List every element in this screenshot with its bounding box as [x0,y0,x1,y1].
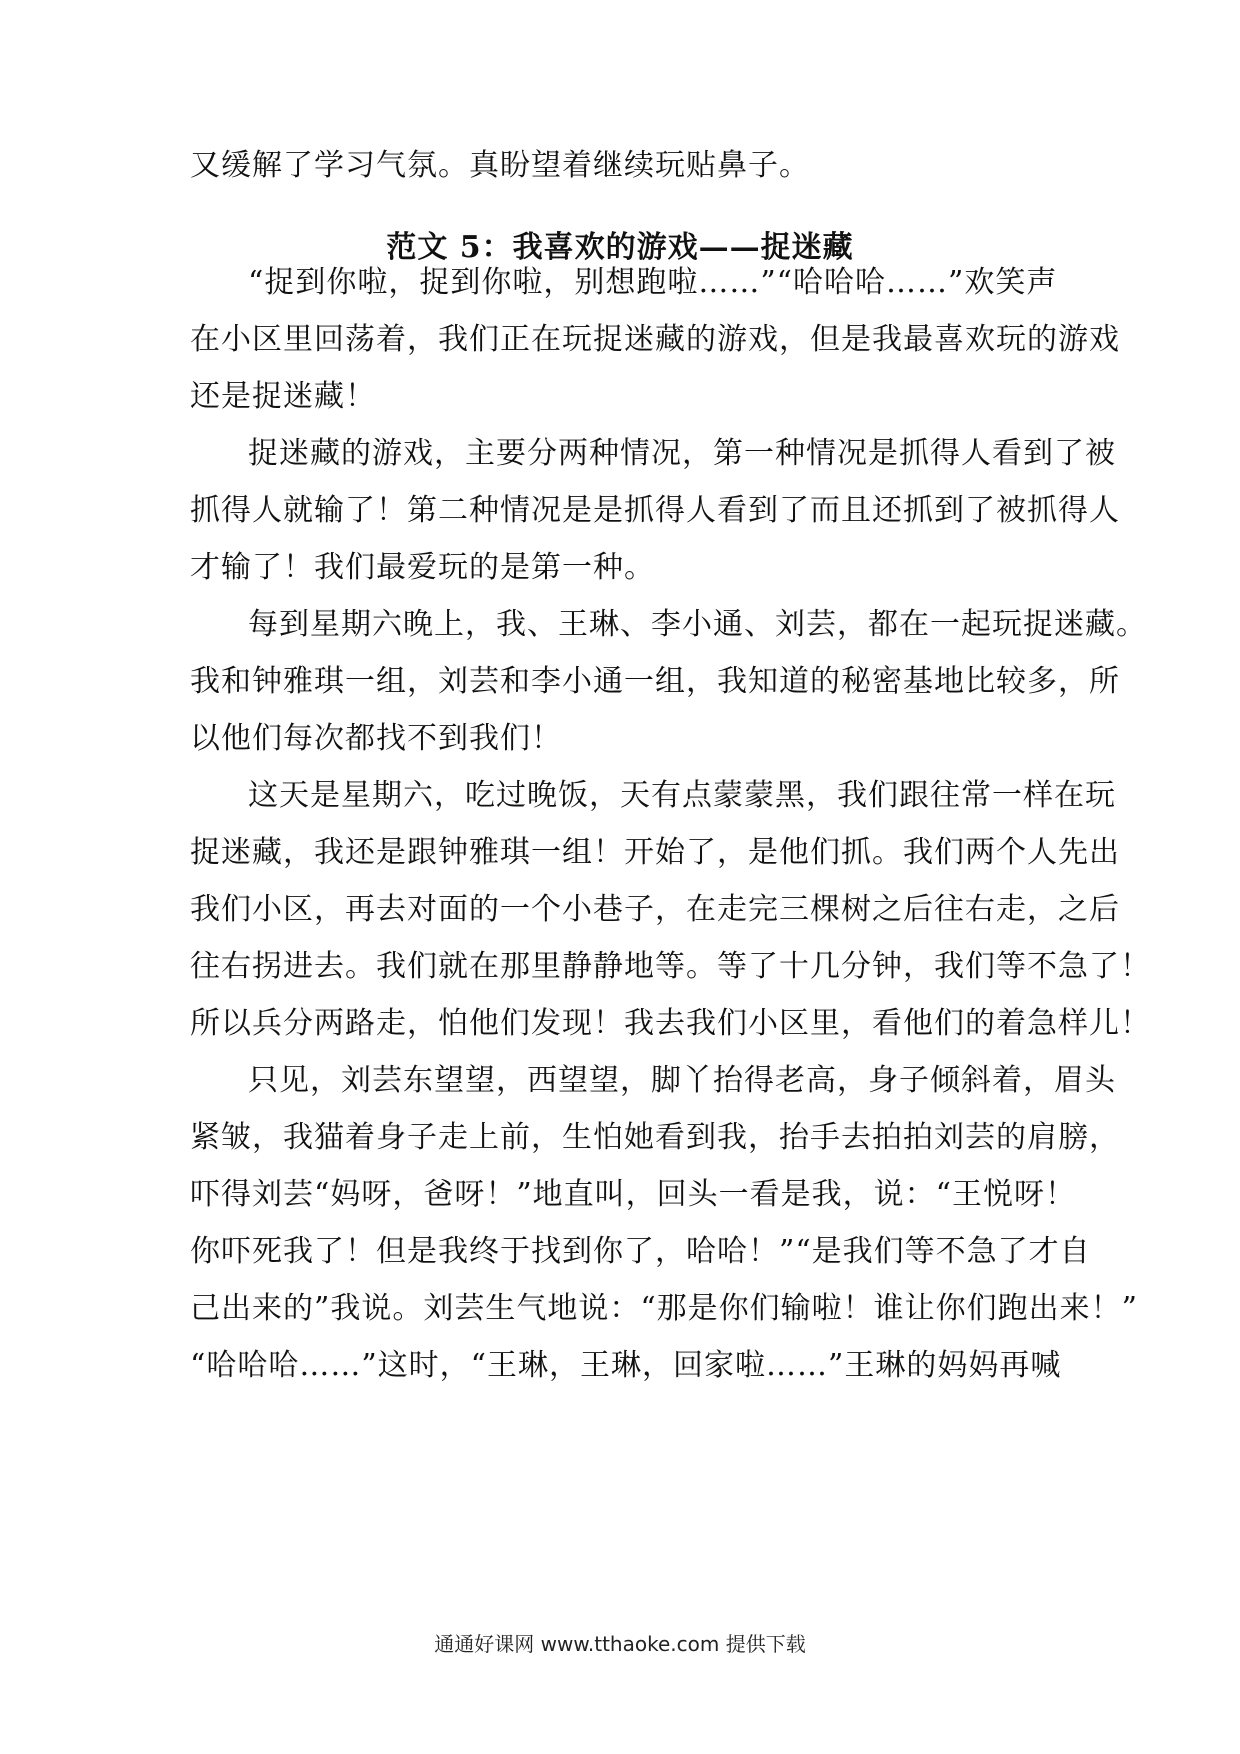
body-line-3: 还是捉迷藏！ [190,379,376,414]
body-line-15: 只见，刘芸东望望，西望望，脚丫抬得老高，身子倾斜着，眉头 [248,1063,1116,1098]
body-line-4: 捉迷藏的游戏，主要分两种情况，第一种情况是抓得人看到了被 [248,436,1116,471]
body-line-1: “捉到你啦，捉到你啦，别想跑啦……”“哈哈哈……”欢笑声 [248,265,1058,300]
body-line-11: 捉迷藏，我还是跟钟雅琪一组！开始了，是他们抓。我们两个人先出 [190,835,1120,870]
essay-title: 范文 5：我喜欢的游戏——捉迷藏 [386,230,854,265]
body-line-2: 在小区里回荡着，我们正在玩捉迷藏的游戏，但是我最喜欢玩的游戏 [190,322,1120,357]
carryover-line: 又缓解了学习气氛。真盼望着继续玩贴鼻子。 [190,148,810,183]
body-line-20: “哈哈哈……”这时，“王琳，王琳，回家啦……”王琳的妈妈再喊 [190,1348,1062,1383]
body-line-5: 抓得人就输了！第二种情况是是抓得人看到了而且还抓到了被抓得人 [190,493,1120,528]
body-line-8: 我和钟雅琪一组，刘芸和李小通一组，我知道的秘密基地比较多，所 [190,664,1120,699]
body-line-12: 我们小区，再去对面的一个小巷子，在走完三棵树之后往右走，之后 [190,892,1120,927]
body-line-9: 以他们每次都找不到我们！ [190,721,562,756]
body-line-7: 每到星期六晚上，我、王琳、李小通、刘芸，都在一起玩捉迷藏。 [248,607,1147,642]
body-line-18: 你吓死我了！但是我终于找到你了，哈哈！”“是我们等不急了才自 [190,1234,1091,1269]
body-line-13: 往右拐进去。我们就在那里静静地等。等了十几分钟，我们等不急了！ [190,949,1151,984]
body-line-17: 吓得刘芸“妈呀，爸呀！”地直叫，回头一看是我，说：“王悦呀！ [190,1177,1077,1212]
body-line-6: 才输了！我们最爱玩的是第一种。 [190,550,655,585]
body-line-19: 己出来的”我说。刘芸生气地说：“那是你们输啦！谁让你们跑出来！” [190,1291,1139,1326]
page-footer: 通通好课网 www.tthaoke.com 提供下载 [434,1632,806,1656]
body-line-14: 所以兵分两路走，怕他们发现！我去我们小区里，看他们的着急样儿！ [190,1006,1151,1041]
body-line-16: 紧皱，我猫着身子走上前，生怕她看到我，抬手去拍拍刘芸的肩膀， [190,1120,1120,1155]
body-line-10: 这天是星期六，吃过晚饭，天有点蒙蒙黑，我们跟往常一样在玩 [248,778,1116,813]
